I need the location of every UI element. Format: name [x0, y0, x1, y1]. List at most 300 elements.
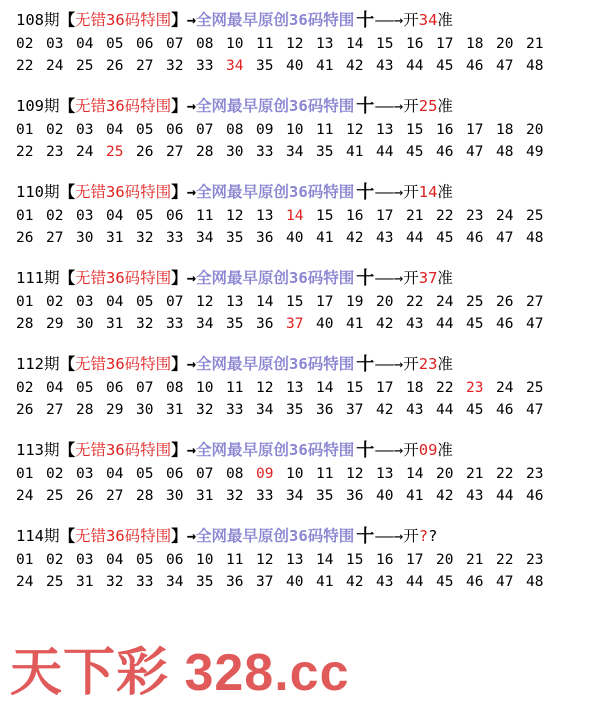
number-cell: 40 [376, 488, 394, 504]
number-cell: 03 [76, 122, 94, 138]
number-cell: 34 [196, 230, 214, 246]
number-cell: 46 [496, 402, 514, 418]
number-cell: 11 [196, 208, 214, 224]
period-header [16, 266, 586, 291]
period-header [16, 8, 586, 33]
result-number: 34 [418, 11, 438, 29]
number-cell: 11 [316, 122, 334, 138]
number-row [16, 399, 586, 421]
left-bracket: 【 [59, 97, 76, 115]
result-number: 23 [418, 355, 438, 373]
number-cell: 22 [496, 552, 514, 568]
number-cell: 23 [526, 466, 544, 482]
number-cell: 03 [46, 36, 64, 52]
number-cell: 47 [466, 144, 484, 160]
number-row [16, 549, 586, 571]
number-cell: 01 [16, 466, 34, 482]
number-cell: 46 [466, 230, 484, 246]
number-cell: 15 [376, 36, 394, 52]
number-cell: 48 [526, 58, 544, 74]
number-cell: 30 [166, 488, 184, 504]
number-cell: 16 [436, 122, 454, 138]
long-arrow-icon: ——→ [375, 11, 404, 29]
left-bracket: 【 [59, 441, 76, 459]
slogan-text: 无错36码特围 [75, 527, 172, 545]
number-cell: 25 [466, 294, 484, 310]
period-header [16, 438, 586, 463]
number-cell: 32 [196, 402, 214, 418]
number-cell: 20 [496, 36, 514, 52]
headline-text: 全网最早原创36码特围 [196, 527, 355, 545]
number-row [16, 119, 586, 141]
long-arrow-icon: ——→ [375, 527, 404, 545]
number-cell: 25 [46, 574, 64, 590]
number-cell: 02 [46, 122, 64, 138]
number-cell: 11 [256, 36, 274, 52]
number-cell: 11 [226, 552, 244, 568]
number-cell: 18 [496, 122, 514, 138]
winning-number: 37 [286, 316, 304, 332]
period-block [16, 352, 586, 438]
long-arrow-icon: ——→ [375, 183, 404, 201]
winning-number: 34 [226, 58, 244, 74]
arrow-icon: → [186, 11, 197, 29]
number-cell: 31 [106, 316, 124, 332]
winning-number: 14 [286, 208, 304, 224]
number-cell: 19 [346, 294, 364, 310]
headline-text: 全网最早原创36码特围 [196, 183, 355, 201]
plus-icon: 十 [356, 354, 375, 375]
number-cell: 16 [406, 36, 424, 52]
number-cell: 06 [136, 36, 154, 52]
number-cell: 09 [256, 122, 274, 138]
number-row [16, 571, 586, 593]
number-cell: 26 [496, 294, 514, 310]
number-cell: 25 [76, 58, 94, 74]
number-cell: 26 [76, 488, 94, 504]
number-cell: 33 [226, 402, 244, 418]
number-cell: 36 [256, 230, 274, 246]
number-cell: 04 [46, 380, 64, 396]
number-cell: 28 [136, 488, 154, 504]
number-cell: 42 [346, 574, 364, 590]
number-cell: 27 [46, 230, 64, 246]
number-cell: 40 [316, 316, 334, 332]
number-cell: 06 [166, 208, 184, 224]
headline-text: 全网最早原创36码特围 [196, 97, 355, 115]
number-cell: 35 [226, 316, 244, 332]
number-cell: 23 [46, 144, 64, 160]
number-cell: 03 [76, 208, 94, 224]
winning-number: 25 [106, 144, 124, 160]
number-cell: 05 [76, 380, 94, 396]
number-cell: 43 [376, 58, 394, 74]
number-cell: 17 [406, 552, 424, 568]
number-cell: 11 [316, 466, 334, 482]
number-cell: 27 [46, 402, 64, 418]
period-label: 114期 [16, 527, 60, 545]
number-cell: 18 [406, 380, 424, 396]
number-cell: 32 [166, 58, 184, 74]
number-cell: 22 [16, 58, 34, 74]
number-cell: 24 [46, 58, 64, 74]
number-cell: 01 [16, 294, 34, 310]
number-cell: 28 [196, 144, 214, 160]
number-cell: 17 [376, 208, 394, 224]
number-cell: 33 [256, 144, 274, 160]
right-bracket: 】 [171, 269, 187, 287]
number-cell: 44 [436, 402, 454, 418]
verdict-label: 准 [437, 269, 453, 287]
number-cell: 42 [346, 58, 364, 74]
number-cell: 31 [166, 402, 184, 418]
open-label: 开 [403, 269, 419, 287]
period-block [16, 438, 586, 524]
number-cell: 14 [316, 380, 334, 396]
number-row [16, 485, 586, 507]
number-cell: 35 [196, 574, 214, 590]
plus-icon: 十 [356, 96, 375, 117]
number-cell: 05 [106, 36, 124, 52]
number-cell: 42 [376, 316, 394, 332]
right-bracket: 】 [171, 527, 187, 545]
number-cell: 45 [466, 316, 484, 332]
number-cell: 04 [106, 208, 124, 224]
verdict-label: 准 [437, 355, 453, 373]
number-cell: 44 [406, 58, 424, 74]
number-cell: 29 [46, 316, 64, 332]
prediction-list [16, 8, 586, 610]
number-cell: 02 [16, 36, 34, 52]
number-cell: 07 [196, 122, 214, 138]
number-cell: 04 [76, 36, 94, 52]
right-bracket: 】 [171, 11, 187, 29]
number-cell: 13 [376, 122, 394, 138]
number-cell: 05 [136, 294, 154, 310]
arrow-icon: → [186, 183, 197, 201]
number-cell: 36 [316, 402, 334, 418]
left-bracket: 【 [59, 11, 76, 29]
number-cell: 01 [16, 208, 34, 224]
number-cell: 14 [406, 466, 424, 482]
number-row [16, 141, 586, 163]
winning-number: 23 [466, 380, 484, 396]
open-label: 开 [403, 183, 419, 201]
number-cell: 46 [436, 144, 454, 160]
number-cell: 12 [346, 122, 364, 138]
number-cell: 05 [136, 466, 154, 482]
number-cell: 46 [466, 58, 484, 74]
long-arrow-icon: ——→ [375, 355, 404, 373]
number-cell: 31 [196, 488, 214, 504]
number-cell: 20 [376, 294, 394, 310]
number-cell: 08 [166, 380, 184, 396]
number-cell: 27 [106, 488, 124, 504]
number-cell: 10 [286, 466, 304, 482]
number-cell: 44 [436, 316, 454, 332]
number-cell: 30 [76, 230, 94, 246]
number-cell: 33 [166, 230, 184, 246]
headline-text: 全网最早原创36码特围 [196, 269, 355, 287]
left-bracket: 【 [59, 269, 76, 287]
arrow-icon: → [186, 269, 197, 287]
number-cell: 45 [436, 58, 454, 74]
number-cell: 12 [196, 294, 214, 310]
number-cell: 15 [346, 552, 364, 568]
number-cell: 45 [406, 144, 424, 160]
number-cell: 06 [166, 122, 184, 138]
number-cell: 43 [376, 230, 394, 246]
long-arrow-icon: ——→ [375, 97, 404, 115]
number-cell: 30 [226, 144, 244, 160]
number-cell: 15 [286, 294, 304, 310]
open-label: 开 [403, 441, 419, 459]
number-row [16, 313, 586, 335]
number-cell: 12 [346, 466, 364, 482]
number-cell: 33 [136, 574, 154, 590]
right-bracket: 】 [171, 355, 187, 373]
number-cell: 47 [526, 402, 544, 418]
number-cell: 16 [346, 208, 364, 224]
number-cell: 05 [136, 552, 154, 568]
number-cell: 37 [256, 574, 274, 590]
right-bracket: 】 [171, 183, 187, 201]
number-cell: 20 [526, 122, 544, 138]
number-cell: 30 [136, 402, 154, 418]
left-bracket: 【 [59, 183, 76, 201]
verdict-label: 准 [437, 11, 453, 29]
verdict-label: 准 [437, 441, 453, 459]
open-label: 开 [403, 527, 419, 545]
number-cell: 24 [76, 144, 94, 160]
number-cell: 08 [196, 36, 214, 52]
number-cell: 31 [106, 230, 124, 246]
result-number: 09 [418, 441, 438, 459]
number-cell: 27 [166, 144, 184, 160]
number-cell: 36 [256, 316, 274, 332]
number-cell: 13 [376, 466, 394, 482]
number-cell: 06 [166, 552, 184, 568]
number-cell: 27 [136, 58, 154, 74]
slogan-text: 无错36码特围 [75, 269, 172, 287]
number-cell: 44 [376, 144, 394, 160]
number-cell: 12 [226, 208, 244, 224]
number-cell: 01 [16, 122, 34, 138]
number-cell: 43 [376, 574, 394, 590]
number-cell: 24 [496, 208, 514, 224]
number-cell: 08 [226, 122, 244, 138]
number-cell: 13 [316, 36, 334, 52]
arrow-icon: → [186, 97, 197, 115]
number-cell: 26 [106, 58, 124, 74]
number-cell: 05 [136, 208, 154, 224]
number-cell: 42 [376, 402, 394, 418]
number-cell: 47 [496, 574, 514, 590]
number-cell: 32 [226, 488, 244, 504]
period-header [16, 94, 586, 119]
number-cell: 13 [256, 208, 274, 224]
long-arrow-icon: ——→ [375, 441, 404, 459]
number-cell: 22 [436, 208, 454, 224]
number-cell: 22 [16, 144, 34, 160]
number-cell: 07 [166, 36, 184, 52]
period-label: 110期 [16, 183, 60, 201]
number-cell: 15 [316, 208, 334, 224]
period-block [16, 180, 586, 266]
number-cell: 10 [286, 122, 304, 138]
number-cell: 41 [316, 58, 334, 74]
number-cell: 24 [16, 488, 34, 504]
period-label: 111期 [16, 269, 60, 287]
result-number: 14 [418, 183, 438, 201]
arrow-icon: → [186, 527, 197, 545]
right-bracket: 】 [171, 441, 187, 459]
arrow-icon: → [186, 355, 197, 373]
number-row [16, 377, 586, 399]
number-cell: 04 [106, 552, 124, 568]
period-label: 108期 [16, 11, 60, 29]
plus-icon: 十 [356, 268, 375, 289]
number-cell: 13 [226, 294, 244, 310]
number-cell: 23 [466, 208, 484, 224]
open-label: 开 [403, 355, 419, 373]
number-cell: 34 [286, 488, 304, 504]
verdict-label: 准 [437, 97, 453, 115]
result-number: 37 [418, 269, 438, 287]
number-cell: 33 [166, 316, 184, 332]
number-cell: 43 [466, 488, 484, 504]
number-cell: 20 [436, 466, 454, 482]
period-block [16, 94, 586, 180]
number-cell: 07 [136, 380, 154, 396]
number-cell: 18 [466, 36, 484, 52]
number-cell: 12 [286, 36, 304, 52]
headline-text: 全网最早原创36码特围 [196, 355, 355, 373]
period-header [16, 180, 586, 205]
number-cell: 34 [286, 144, 304, 160]
number-cell: 34 [196, 316, 214, 332]
number-cell: 03 [76, 552, 94, 568]
number-cell: 31 [76, 574, 94, 590]
plus-icon: 十 [356, 440, 375, 461]
slogan-text: 无错36码特围 [75, 11, 172, 29]
number-cell: 46 [526, 488, 544, 504]
number-cell: 03 [76, 294, 94, 310]
number-cell: 04 [106, 294, 124, 310]
number-cell: 26 [136, 144, 154, 160]
number-cell: 33 [196, 58, 214, 74]
number-cell: 26 [16, 230, 34, 246]
number-cell: 12 [256, 552, 274, 568]
number-cell: 05 [136, 122, 154, 138]
number-cell: 06 [166, 466, 184, 482]
number-cell: 40 [286, 58, 304, 74]
arrow-icon: → [186, 441, 197, 459]
number-cell: 41 [346, 144, 364, 160]
number-cell: 02 [46, 294, 64, 310]
number-cell: 23 [526, 552, 544, 568]
number-cell: 46 [496, 316, 514, 332]
headline-text: 全网最早原创36码特围 [196, 441, 355, 459]
number-cell: 35 [256, 58, 274, 74]
number-cell: 47 [496, 230, 514, 246]
number-cell: 15 [346, 380, 364, 396]
number-cell: 44 [496, 488, 514, 504]
period-header [16, 524, 586, 549]
number-cell: 15 [406, 122, 424, 138]
number-cell: 17 [316, 294, 334, 310]
number-cell: 22 [496, 466, 514, 482]
number-cell: 02 [46, 208, 64, 224]
period-label: 113期 [16, 441, 60, 459]
number-cell: 36 [346, 488, 364, 504]
number-cell: 07 [166, 294, 184, 310]
number-cell: 24 [16, 574, 34, 590]
number-cell: 28 [76, 402, 94, 418]
number-cell: 25 [46, 488, 64, 504]
number-cell: 14 [256, 294, 274, 310]
number-cell: 44 [406, 574, 424, 590]
number-cell: 17 [466, 122, 484, 138]
number-cell: 25 [526, 380, 544, 396]
plus-icon: 十 [356, 526, 375, 547]
result-number: 25 [418, 97, 438, 115]
left-bracket: 【 [59, 527, 76, 545]
number-cell: 01 [16, 552, 34, 568]
number-cell: 48 [526, 230, 544, 246]
number-cell: 41 [316, 574, 334, 590]
number-cell: 06 [106, 380, 124, 396]
number-cell: 04 [106, 122, 124, 138]
plus-icon: 十 [356, 182, 375, 203]
slogan-text: 无错36码特围 [75, 355, 172, 373]
right-bracket: 】 [171, 97, 187, 115]
verdict-label: ? [428, 527, 438, 545]
number-cell: 22 [406, 294, 424, 310]
verdict-label: 准 [437, 183, 453, 201]
number-cell: 40 [286, 230, 304, 246]
number-cell: 26 [16, 402, 34, 418]
number-cell: 44 [406, 230, 424, 246]
slogan-text: 无错36码特围 [75, 97, 172, 115]
number-cell: 02 [46, 466, 64, 482]
number-cell: 34 [166, 574, 184, 590]
slogan-text: 无错36码特围 [75, 441, 172, 459]
number-cell: 45 [436, 574, 454, 590]
number-cell: 21 [466, 552, 484, 568]
period-block [16, 266, 586, 352]
number-cell: 40 [286, 574, 304, 590]
number-cell: 43 [406, 402, 424, 418]
result-number: ? [418, 527, 429, 545]
left-bracket: 【 [59, 355, 76, 373]
number-cell: 45 [466, 402, 484, 418]
number-cell: 49 [526, 144, 544, 160]
number-cell: 30 [76, 316, 94, 332]
number-cell: 10 [196, 552, 214, 568]
number-cell: 10 [226, 36, 244, 52]
number-cell: 42 [436, 488, 454, 504]
number-cell: 14 [346, 36, 364, 52]
number-row [16, 205, 586, 227]
number-cell: 35 [226, 230, 244, 246]
number-cell: 03 [76, 466, 94, 482]
number-cell: 41 [316, 230, 334, 246]
number-cell: 21 [466, 466, 484, 482]
number-row [16, 463, 586, 485]
number-cell: 20 [436, 552, 454, 568]
number-cell: 29 [106, 402, 124, 418]
